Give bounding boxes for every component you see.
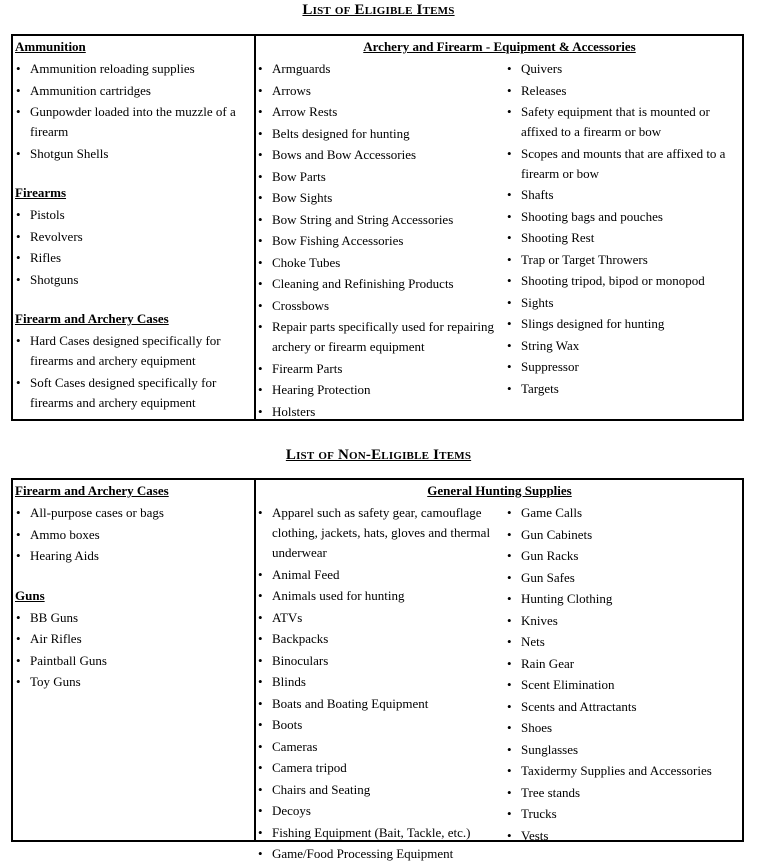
non-eligible-right-panel [257, 482, 742, 861]
list-item: • Tree stands [506, 783, 740, 803]
list-item: • Nets [506, 632, 740, 652]
list-item: • All-purpose cases or bags [15, 503, 251, 523]
list-item: • Shotgun Shells [15, 144, 251, 164]
list-item: • Rifles [15, 248, 251, 268]
list-item: • Camera tripod [257, 758, 502, 778]
non-eligible-left-column [15, 482, 251, 694]
list-item: • Suppressor [506, 357, 740, 377]
list-item: • Chairs and Seating [257, 780, 502, 800]
list-item: • Vests [506, 826, 740, 846]
list-item: • Choke Tubes [257, 253, 502, 273]
group-heading: Firearm and Archery Cases [15, 311, 169, 326]
list-item: • Targets [506, 379, 740, 399]
list-item: • Repair parts specifically used for repairing archery or firearm equipment [257, 317, 502, 357]
list-item: • Bow Sights [257, 188, 502, 208]
list-item: • Boots [257, 715, 502, 735]
list-item: • Scents and Attractants [506, 697, 740, 717]
list-item: • Binoculars [257, 651, 502, 671]
list-item: • Ammunition cartridges [15, 81, 251, 101]
non-eligible-right-heading: General Hunting Supplies [427, 483, 572, 498]
column-divider [254, 480, 256, 840]
list-item: • Taxidermy Supplies and Accessories [506, 761, 740, 781]
group-heading: Firearm and Archery Cases [15, 483, 169, 498]
list-item: • Cleaning and Refinishing Products [257, 274, 502, 294]
list-item: • Slings designed for hunting [506, 314, 740, 334]
list-item: • String Wax [506, 336, 740, 356]
list-item: • Animal Feed [257, 565, 502, 585]
list-item: • Firearm Parts [257, 359, 502, 379]
list-item: • Shotguns [15, 270, 251, 290]
list-item: • Sights [506, 293, 740, 313]
group-heading: Ammunition [15, 39, 86, 54]
eligible-table [11, 34, 744, 421]
list-item: • Shooting Rest [506, 228, 740, 248]
list-item: • Pistols [15, 205, 251, 225]
list-item: • Hunting Clothing [506, 589, 740, 609]
eligible-title: List of Eligible Items [302, 2, 455, 18]
list-item: • BB Guns [15, 608, 251, 628]
eligible-left-group [15, 310, 251, 413]
list-item: • Belts designed for hunting [257, 124, 502, 144]
list-item: • Boats and Boating Equipment [257, 694, 502, 714]
eligible-right-col1 [257, 59, 502, 423]
list-item: • Holsters [257, 402, 502, 422]
list-item: • Game/Food Processing Equipment [257, 844, 502, 864]
list-item: • Sunglasses [506, 740, 740, 760]
list-item: • Fishing Equipment (Bait, Tackle, etc.) [257, 823, 502, 843]
list-item: • Blinds [257, 672, 502, 692]
group-heading: Firearms [15, 185, 67, 200]
list-item: • Releases [506, 81, 740, 101]
non-eligible-right-col2 [506, 503, 740, 847]
list-item: • Armguards [257, 59, 502, 79]
list-item: • Scent Elimination [506, 675, 740, 695]
list-item: • Soft Cases designed specifically for firearms and archery equipment [15, 373, 251, 413]
list-item: • Backpacks [257, 629, 502, 649]
non-eligible-left-group [15, 482, 251, 566]
list-item: • Shooting bags and pouches [506, 207, 740, 227]
list-item: • Trap or Target Throwers [506, 250, 740, 270]
list-item: • Bows and Bow Accessories [257, 145, 502, 165]
list-item: • Bow Parts [257, 167, 502, 187]
list-item: • Game Calls [506, 503, 740, 523]
eligible-left-column [15, 38, 251, 414]
list-item: • Quivers [506, 59, 740, 79]
list-item: • Shooting tripod, bipod or monopod [506, 271, 740, 291]
list-item: • Paintball Guns [15, 651, 251, 671]
list-item: • Scopes and mounts that are affixed to a firearm or bow [506, 144, 740, 184]
list-item: • Hearing Protection [257, 380, 502, 400]
list-item: • Toy Guns [15, 672, 251, 692]
list-item: • Air Rifles [15, 629, 251, 649]
list-item: • Rain Gear [506, 654, 740, 674]
list-item: • Hearing Aids [15, 546, 251, 566]
list-item: • Ammunition reloading supplies [15, 59, 251, 79]
list-item: • Shoes [506, 718, 740, 738]
eligible-right-heading: Archery and Firearm - Equipment & Accessories [363, 39, 636, 54]
list-item: • Shafts [506, 185, 740, 205]
list-item: • Apparel such as safety gear, camouflage clothing, jackets, hats, gloves and thermal underwear [257, 503, 502, 563]
list-item: • Ammo boxes [15, 525, 251, 545]
eligible-right-col2 [506, 59, 740, 400]
list-item: • Gun Safes [506, 568, 740, 588]
eligible-left-group [15, 184, 251, 290]
list-item: • Trucks [506, 804, 740, 824]
non-eligible-table [11, 478, 744, 861]
list-item: • Bow String and String Accessories [257, 210, 502, 230]
eligible-left-group [15, 38, 251, 164]
list-item: • Animals used for hunting [257, 586, 502, 606]
list-item: • Crossbows [257, 296, 502, 316]
eligible-right-panel [257, 38, 742, 419]
list-item: • Arrows [257, 81, 502, 101]
column-divider [254, 36, 256, 419]
group-heading: Guns [15, 587, 45, 603]
list-item: • Hard Cases designed specifically for firearms and archery equipment [15, 331, 251, 371]
non-eligible-right-col1 [257, 503, 502, 866]
list-item: • ATVs [257, 608, 502, 628]
list-item: • Gunpowder loaded into the muzzle of a firearm [15, 102, 251, 142]
list-item: • Revolvers [15, 227, 251, 247]
list-item: • Decoys [257, 801, 502, 821]
list-item: • Knives [506, 611, 740, 631]
list-item: • Gun Cabinets [506, 525, 740, 545]
non-eligible-title: List of Non-Eligible Items [285, 447, 472, 463]
list-item: • Cameras [257, 737, 502, 757]
list-item: • Gun Racks [506, 546, 740, 566]
list-item: • Arrow Rests [257, 102, 502, 122]
non-eligible-left-group [15, 587, 251, 693]
list-item: • Bow Fishing Accessories [257, 231, 502, 251]
list-item: • Safety equipment that is mounted or affixed to a firearm or bow [506, 102, 740, 142]
